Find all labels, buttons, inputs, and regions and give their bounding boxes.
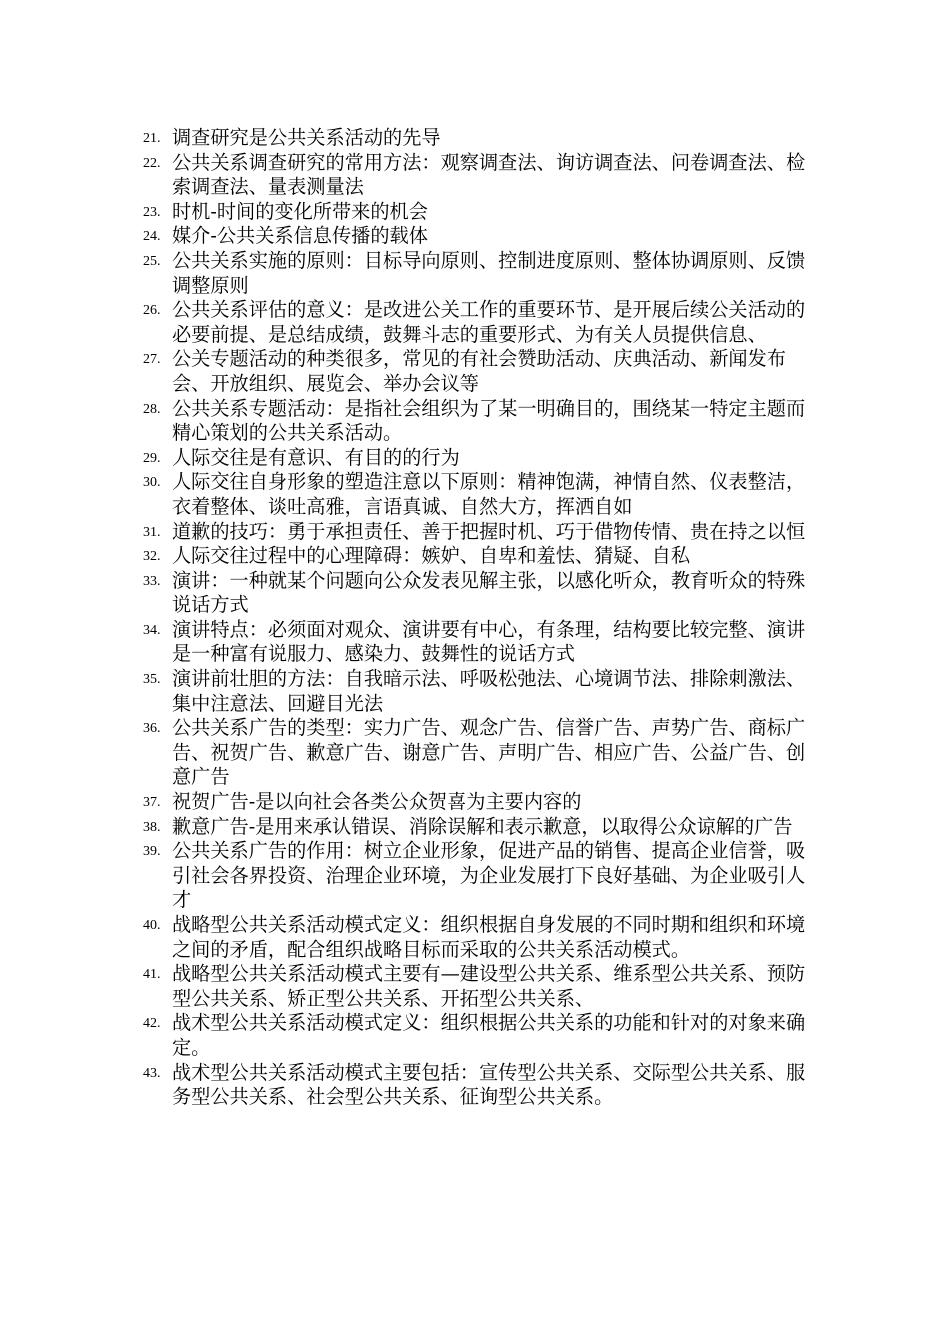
item-number: 33. (143, 573, 161, 589)
list-item (143, 298, 812, 347)
item-number: 34. (143, 622, 161, 638)
item-text: 调查研究是公共关系活动的先导 (172, 126, 441, 149)
item-number: 24. (143, 229, 161, 245)
list-item (143, 126, 812, 151)
list-item (143, 224, 812, 249)
list-item (143, 814, 812, 840)
item-text: 人际交往是有意识、有目的的行为 (172, 445, 460, 469)
list-item (143, 150, 812, 200)
item-number: 23. (143, 204, 161, 220)
item-number: 39. (143, 844, 161, 860)
list-item (143, 470, 812, 519)
item-text: 媒介-公共关系信息传播的载体 (172, 224, 428, 248)
list-item (143, 568, 812, 618)
item-number: 32. (143, 549, 161, 565)
item-number: 30. (143, 475, 161, 491)
list-item (143, 962, 812, 1011)
item-text: 演讲前壮胆的方法：自我暗示法、呼吸松弛法、心境调节法、排除刺激法、集中注意法、回避目光法 (172, 667, 806, 715)
item-number: 26. (143, 303, 161, 319)
list-item (143, 347, 812, 396)
item-text: 公共关系广告的类型：实力广告、观念广告、信誉广告、声势广告、商标广告、祝贺广告、歉意广告、谢意广告、声明广告、相应广告、公益广告、创意广告 (172, 716, 806, 789)
item-text: 公共关系调查研究的常用方法：观察调查法、询访调查法、问卷调查法、检索调查法、量表测量法 (172, 150, 806, 199)
item-text: 时机-时间的变化所带来的机会 (172, 199, 428, 223)
list-item (143, 839, 812, 913)
item-text: 公共关系实施的原则：目标导向原则、控制进度原则、整体协调原则、反馈调整原则 (172, 248, 806, 297)
list-item (143, 519, 812, 545)
item-text: 公共关系评估的意义：是改进公关工作的重要环节、是开展后续公关活动的必要前提、是总结成绩，鼓舞斗志的重要形式、为有关人员提供信息、 (172, 298, 806, 346)
item-number: 40. (143, 918, 161, 933)
item-number: 28. (143, 401, 161, 417)
list-item (143, 617, 812, 667)
item-number: 37. (143, 795, 161, 811)
item-text: 人际交往自身形象的塑造注意以下原则：精神饱满，神情自然、仪表整洁，衣着整体、谈吐高雅，言语真诚、自然大方，挥洒自如 (172, 470, 806, 518)
item-text: 战术型公共关系活动模式主要包括：宣传型公共关系、交际型公共关系、服务型公共关系、社会型公共关系、征询型公共关系。 (172, 1060, 806, 1109)
item-number: 31. (143, 524, 161, 540)
item-text: 公关专题活动的种类很多，常见的有社会赞助活动、庆典活动、新闻发布会、开放组织、展览会、举办会议等 (172, 347, 786, 395)
item-text: 祝贺广告-是以向社会各类公众贺喜为主要内容的 (172, 790, 582, 814)
item-text: 人际交往过程中的心理障碍：嫉妒、自卑和羞怯、猜疑、自私 (172, 544, 691, 568)
list-item (143, 667, 812, 716)
item-text: 歉意广告-是用来承认错误、消除误解和表示歉意，以取得公众谅解的广告 (172, 814, 793, 838)
numbered-list (143, 126, 812, 1110)
item-text: 公共关系广告的作用：树立企业形象，促进产品的销售、提高企业信誉，吸引社会各界投资、治理企业环境，为企业发展打下良好基础、为企业吸引人才 (172, 839, 806, 912)
list-item (143, 199, 812, 225)
list-item (143, 248, 812, 298)
item-number: 38. (143, 819, 161, 835)
item-number: 42. (143, 1016, 161, 1032)
list-item (143, 716, 812, 790)
item-text: 演讲特点：必须面对观众、演讲要有中心，有条理，结构要比较完整、演讲是一种富有说服力、感染力、鼓舞性的说话方式 (172, 617, 806, 666)
item-number: 21. (143, 131, 161, 146)
item-number: 35. (143, 672, 161, 688)
item-text: 战术型公共关系活动模式定义：组织根据公共关系的功能和针对的对象来确定。 (172, 1011, 806, 1059)
list-item (143, 1011, 812, 1060)
item-text: 道歉的技巧：勇于承担责任、善于把握时机、巧于借物传情、贵在持之以恒 (172, 519, 806, 543)
list-item (143, 913, 812, 962)
item-number: 25. (143, 253, 161, 269)
item-text: 战略型公共关系活动模式主要有—建设型公共关系、维系型公共关系、预防型公共关系、矫正型公共关系、开拓型公共关系、 (172, 962, 806, 1010)
item-number: 36. (143, 721, 161, 737)
item-number: 43. (143, 1065, 161, 1081)
list-item (143, 790, 812, 815)
item-number: 29. (143, 450, 161, 466)
item-text: 演讲：一种就某个问题向公众发表见解主张，以感化听众，教育听众的特殊说话方式 (172, 568, 806, 617)
item-text: 战略型公共关系活动模式定义：组织根据自身发展的不同时期和组织和环境之间的矛盾，配合组织战略目标而采取的公共关系活动模式。 (172, 913, 806, 961)
item-text: 公共关系专题活动：是指社会组织为了某一明确目的，围绕某一特定主题而精心策划的公共关系活动。 (172, 396, 806, 445)
item-number: 41. (143, 967, 161, 983)
list-item (143, 445, 812, 471)
list-item (143, 396, 812, 446)
list-item (143, 544, 812, 569)
list-item (143, 1060, 812, 1110)
item-number: 22. (143, 155, 161, 171)
item-number: 27. (143, 352, 161, 368)
